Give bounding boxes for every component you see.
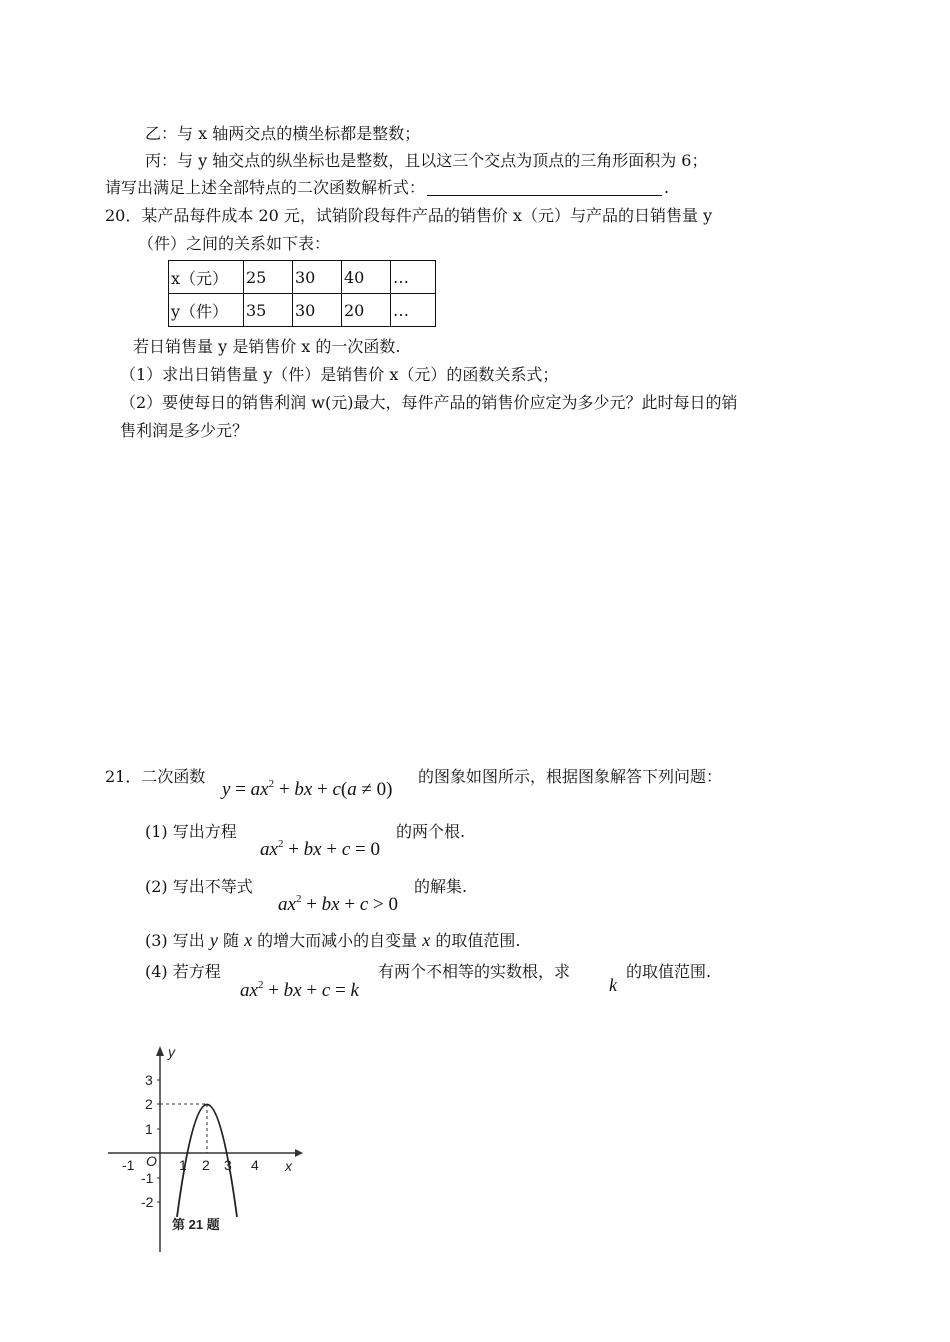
q21-intro-a: 21．二次函数 (105, 767, 206, 786)
origin-label: O (146, 1153, 157, 1169)
table-cell: 30 (293, 294, 342, 327)
table-cell: … (391, 261, 436, 294)
q20-stem-line1: 20．某产品每件成本 20 元，试销阶段每件产品的销售价 x（元）与产品的日销售量 y (105, 206, 713, 225)
q21-part2-inequality: $ax^2$ + bx + c > 0 (278, 893, 398, 915)
q21-part3-c: 的增大而减小的自变量 (257, 931, 418, 950)
x-tick-label: 4 (251, 1157, 259, 1173)
variable-k: k (609, 975, 617, 995)
q21-part1-b: 的两个根. (396, 822, 466, 841)
table-cell: 25 (244, 261, 293, 294)
table-cell: 35 (244, 294, 293, 327)
figure-caption: 第 21 题 (172, 1217, 220, 1232)
q19-prompt: 请写出满足上述全部特点的二次函数解析式： (105, 178, 426, 197)
variable-y: y (209, 930, 218, 950)
q19-condition-bing: 丙：与 y 轴交点的纵坐标也是整数，且以这三个交点为顶点的三角形面积为 6； (145, 151, 708, 170)
x-axis-arrow (295, 1149, 303, 1157)
q21-part3-d: 的取值范围. (435, 931, 521, 950)
x-tick-label: 2 (202, 1157, 210, 1173)
q19-condition-yi: 乙：与 x 轴两交点的横坐标都是整数； (145, 124, 421, 143)
y-tick-label: 2 (145, 1096, 153, 1112)
table-row (169, 294, 436, 327)
q21-part4-equation: $ax^2$ + bx + c = k (240, 979, 359, 1001)
table-cell: 20 (342, 294, 391, 327)
y-tick-label: 1 (145, 1121, 153, 1137)
q21-part3-a: (3) 写出 (145, 931, 205, 950)
variable-x: x (422, 930, 431, 950)
x-axis-label: x (285, 1158, 292, 1174)
q20-stem-line2: （件）之间的关系如下表： (138, 234, 331, 253)
q21-part1-a: (1) 写出方程 (145, 822, 237, 841)
y-axis-arrow (156, 1046, 164, 1056)
variable-x: x (244, 930, 253, 950)
answer-blank[interactable] (427, 181, 662, 196)
q21-part4-c: 的取值范围. (626, 962, 712, 981)
table-cell: 40 (342, 261, 391, 294)
q21-part1-equation: $ax^2$ + bx + c = 0 (260, 838, 380, 860)
q19-end-mark: . (664, 178, 670, 197)
table-cell: 30 (293, 261, 342, 294)
y-axis-label: y (168, 1044, 175, 1060)
y-tick-label: 3 (145, 1072, 153, 1088)
q20-part2-line1: （2）要使每日的销售利润 w(元)最大，每件产品的销售价应定为多少元？此时每日的销 (120, 393, 738, 412)
table-cell: x（元） (169, 261, 244, 294)
parabola-figure (100, 1040, 320, 1260)
q21-intro-b: 的图象如图所示，根据图象解答下列问题： (418, 767, 723, 786)
y-tick-label: -1 (141, 1170, 154, 1186)
x-tick-label: -1 (122, 1157, 135, 1173)
table-cell: … (391, 294, 436, 327)
q19-prompt-line (105, 178, 669, 198)
table-cell: y（件） (169, 294, 244, 327)
x-tick-label: 1 (179, 1157, 187, 1173)
q21-part3-b: 随 (222, 931, 239, 950)
q21-part2-a: (2) 写出不等式 (145, 877, 253, 896)
q20-note: 若日销售量 y 是销售价 x 的一次函数. (133, 337, 401, 356)
y-tick-label: -2 (141, 1194, 154, 1210)
q21-part4-b: 有两个不相等的实数根，求 (378, 962, 571, 981)
q20-part1: （1）求出日销售量 y（件）是销售价 x（元）的函数关系式； (120, 365, 559, 384)
q20-part2-line2: 售利润是多少元？ (120, 421, 249, 440)
q21-part2-b: 的解集. (414, 877, 468, 896)
price-sales-table (168, 260, 436, 327)
q21-part3 (145, 930, 520, 951)
q21-function-formula: $y = ax^2$ + bx + c(a ≠ 0) (222, 778, 393, 800)
q21-part4-a: (4) 若方程 (145, 962, 221, 981)
x-tick-label: 3 (224, 1157, 232, 1173)
table-row (169, 261, 436, 294)
